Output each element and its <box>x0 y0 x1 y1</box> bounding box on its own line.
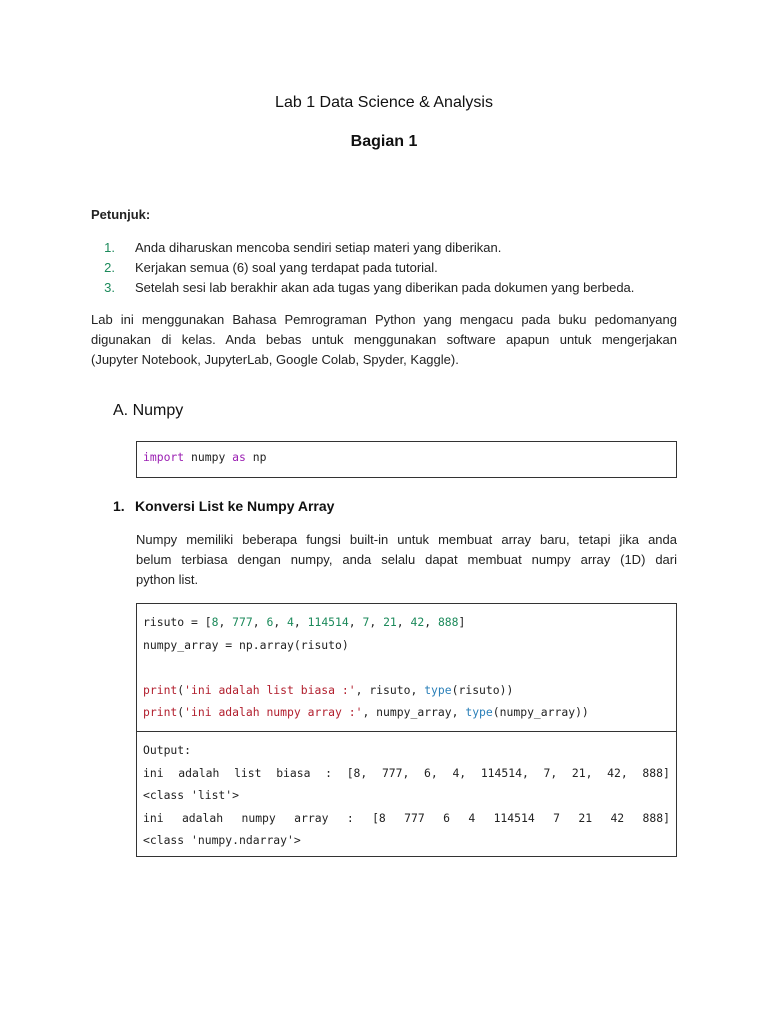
code-line <box>143 679 670 702</box>
paragraph-line: (Jupyter Notebook, JupyterLab, Google Colab, Spyder, Kaggle). <box>91 352 459 367</box>
output-token: : <box>346 810 354 825</box>
code-string: 'ini adalah list biasa :' <box>184 682 356 697</box>
list-item-text: Setelah sesi lab berakhir akan ada tugas yang diberikan pada dokumen yang berbeda. <box>135 280 635 295</box>
list-item-number: 2. <box>104 260 115 275</box>
code-text: , <box>369 615 384 629</box>
output-token: numpy <box>241 810 276 825</box>
code-keyword: as <box>232 450 246 464</box>
code-text: , <box>273 615 288 629</box>
instructions-list <box>91 238 691 298</box>
output-token: 777, <box>381 765 410 780</box>
subsection-number: 1. <box>113 498 125 514</box>
code-text: (risuto)) <box>451 682 514 697</box>
output-token: [8 <box>372 810 386 825</box>
code-block <box>136 603 677 731</box>
output-token: adalah <box>178 765 220 780</box>
output-block <box>136 731 677 857</box>
output-token: : <box>325 765 333 780</box>
code-function: print <box>143 682 178 697</box>
code-text: (numpy_array)) <box>492 705 589 719</box>
code-text: , <box>293 615 308 629</box>
code-number: 21 <box>383 615 397 629</box>
code-text: ( <box>177 705 185 719</box>
output-token: 4 <box>468 810 476 825</box>
code-number: 8 <box>211 615 219 629</box>
code-text: ] <box>458 615 466 629</box>
output-token: 6 <box>443 810 450 825</box>
output-token: 21 <box>578 810 593 825</box>
output-line <box>143 762 670 785</box>
output-line <box>143 807 670 830</box>
output-token: 4, <box>452 765 467 780</box>
output-token: 888] <box>642 765 670 780</box>
output-token: biasa <box>276 765 311 780</box>
output-label: Output: <box>143 743 192 757</box>
code-text: , numpy_array, <box>362 705 466 719</box>
code-keyword: import <box>143 450 185 464</box>
subsection-heading <box>113 498 334 514</box>
subsection-title: Konversi List ke Numpy Array <box>135 498 335 514</box>
code-number: 7 <box>362 615 370 629</box>
intro-paragraph <box>91 310 677 370</box>
list-item <box>91 238 691 258</box>
output-token: 7 <box>553 810 560 825</box>
code-number: 4 <box>287 615 294 629</box>
output-token: ini <box>143 765 164 780</box>
code-text: numpy <box>184 450 233 464</box>
output-line <box>143 784 670 807</box>
paragraph-line: digunakan di kelas. Anda bebas untuk menggunakan software apapun untuk mengerjakan <box>91 332 677 347</box>
output-line <box>143 829 670 852</box>
code-text: , <box>218 615 233 629</box>
output-token: list <box>234 765 262 780</box>
code-function: type <box>465 705 493 719</box>
code-number: 888 <box>437 615 459 629</box>
list-item-text: Anda diharuskan mencoba sendiri setiap materi yang diberikan. <box>135 240 502 255</box>
document-title: Lab 1 Data Science & Analysis <box>275 94 493 111</box>
code-number: 6 <box>266 615 274 629</box>
paragraph-line: belum terbiasa dengan numpy, anda selalu dapat membuat numpy array (1D) dari <box>136 552 677 567</box>
code-function: print <box>143 705 178 719</box>
code-blank-line <box>143 656 670 679</box>
code-text: , <box>252 615 267 629</box>
output-token: 21, <box>571 765 593 780</box>
list-item <box>91 278 691 298</box>
code-line: numpy_array = np.array(risuto) <box>143 637 349 652</box>
code-text: , <box>396 615 411 629</box>
paragraph-line: Numpy memiliki beberapa fungsi built-in untuk membuat array baru, tetapi jika anda <box>136 532 677 547</box>
list-item <box>91 258 691 278</box>
code-number: 114514 <box>307 615 349 629</box>
instructions-label: Petunjuk: <box>91 207 151 222</box>
paragraph-line: Lab ini menggunakan Bahasa Pemrograman Python yang mengacu pada buku pedomanyang <box>91 312 677 327</box>
code-string: 'ini adalah numpy array :' <box>184 705 363 719</box>
output-token: [8, <box>346 765 368 780</box>
code-number: 777 <box>232 615 253 629</box>
output-token: adalah <box>181 810 224 825</box>
output-token: 42, <box>607 765 628 780</box>
output-token: 6, <box>424 765 438 780</box>
description-paragraph <box>136 530 677 590</box>
code-line <box>143 701 670 724</box>
output-token: 7, <box>543 765 558 780</box>
paragraph-line: python list. <box>136 572 199 587</box>
output-token: 42 <box>610 810 625 825</box>
output-token: <class 'numpy.ndarray'> <box>143 833 301 847</box>
output-token: 888] <box>642 810 670 825</box>
code-text: , <box>424 615 438 629</box>
code-text: , risuto, <box>355 682 425 697</box>
output-token: 114514 <box>493 810 535 825</box>
document-subtitle: Bagian 1 <box>350 133 418 150</box>
section-heading-numpy: A. Numpy <box>113 402 184 419</box>
code-text: np <box>245 450 267 464</box>
code-text: risuto = [ <box>143 615 212 629</box>
code-text: , <box>348 615 363 629</box>
code-line <box>143 611 670 634</box>
list-item-text: Kerjakan semua (6) soal yang terdapat pada tutorial. <box>135 260 438 275</box>
code-text: ( <box>177 682 185 697</box>
code-function: type <box>424 682 452 697</box>
output-token: ini <box>143 810 164 825</box>
list-item-number: 1. <box>104 240 115 255</box>
output-token: <class 'list'> <box>143 788 240 802</box>
list-item-number: 3. <box>104 280 115 295</box>
import-code-block <box>136 441 677 478</box>
code-number: 42 <box>410 615 425 629</box>
output-token: 114514, <box>480 765 529 780</box>
output-token: array <box>294 810 329 825</box>
output-token: 777 <box>404 810 425 825</box>
